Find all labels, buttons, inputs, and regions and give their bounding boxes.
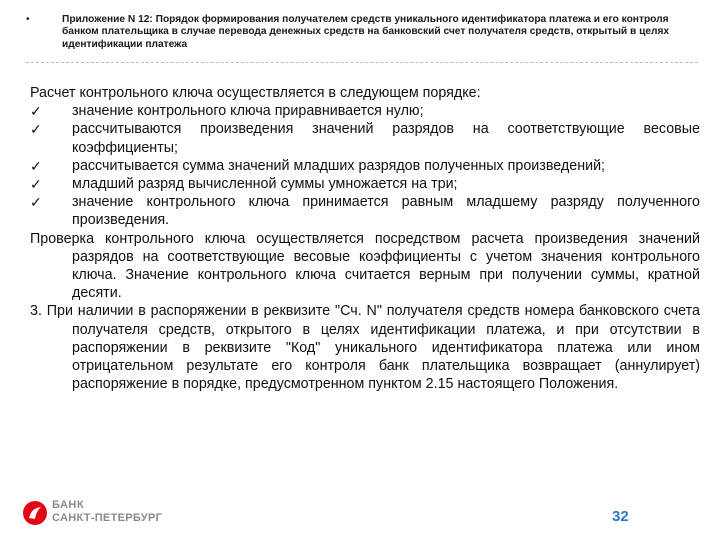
step-item xyxy=(30,157,700,175)
header-title: Приложение N 12: Порядок формирования получателем средств уникального идентификатора платежа и его контроля банком плательщика в случае перевода денежных средств на банковский счет получателя средств, открытый в целях идентификации платежа xyxy=(62,14,670,50)
step-item xyxy=(30,193,700,229)
checkmark-icon: ✓ xyxy=(30,103,42,120)
bank-logo xyxy=(22,498,222,528)
step-text: значение контрольного ключа принимается равным младшему разряду полученного произведения. xyxy=(72,194,700,229)
step-text: рассчитываются произведения значений разрядов на соответствующие весовые коэффициенты; xyxy=(72,121,700,156)
intro-text: Расчет контрольного ключа осуществляется в следующем порядке: xyxy=(30,85,481,101)
logo-text-line1: БАНК xyxy=(52,499,85,511)
checkmark-icon: ✓ xyxy=(30,176,42,193)
point-3-text: 3. При наличии в распоряжении в реквизите "Сч. N" получателя средств номера банковского счета получателя средств, открытого в целях идентификации платежа, и при отсутствии в распоряжении в реквизите "Код" уникального идентификатора платежа или ином отрицательном результате его контроля банк плательщика возвращает (аннулирует) распоряжение в порядке, предусмотренном пунктом 2.15 настоящего Положения. xyxy=(30,303,700,393)
slide-body xyxy=(30,84,700,393)
checkmark-icon: ✓ xyxy=(30,121,42,138)
step-item xyxy=(30,175,700,193)
step-item xyxy=(30,102,700,120)
bank-logo-icon xyxy=(22,500,48,526)
header-divider xyxy=(26,62,698,63)
checkmark-icon: ✓ xyxy=(30,157,42,174)
step-text: значение контрольного ключа приравнивается нулю; xyxy=(72,103,424,120)
checkmark-icon: ✓ xyxy=(30,194,42,211)
step-item xyxy=(30,120,700,156)
step-text: младший разряд вычисленной суммы умножается на три; xyxy=(72,176,458,193)
header-bullet: • xyxy=(26,14,30,25)
page-number: 32 xyxy=(612,508,629,525)
logo-text-line2: САНКТ-ПЕТЕРБУРГ xyxy=(52,512,163,524)
verification-text: Проверка контрольного ключа осуществляется посредством расчета произведения значений разрядов на соответствующие весовые коэффициенты с учетом значения контрольного ключа. Значение контрольного ключа считается верным при получении суммы, кратной десяти. xyxy=(30,230,700,302)
step-text: рассчитывается сумма значений младших разрядов полученных произведений; xyxy=(72,157,606,174)
